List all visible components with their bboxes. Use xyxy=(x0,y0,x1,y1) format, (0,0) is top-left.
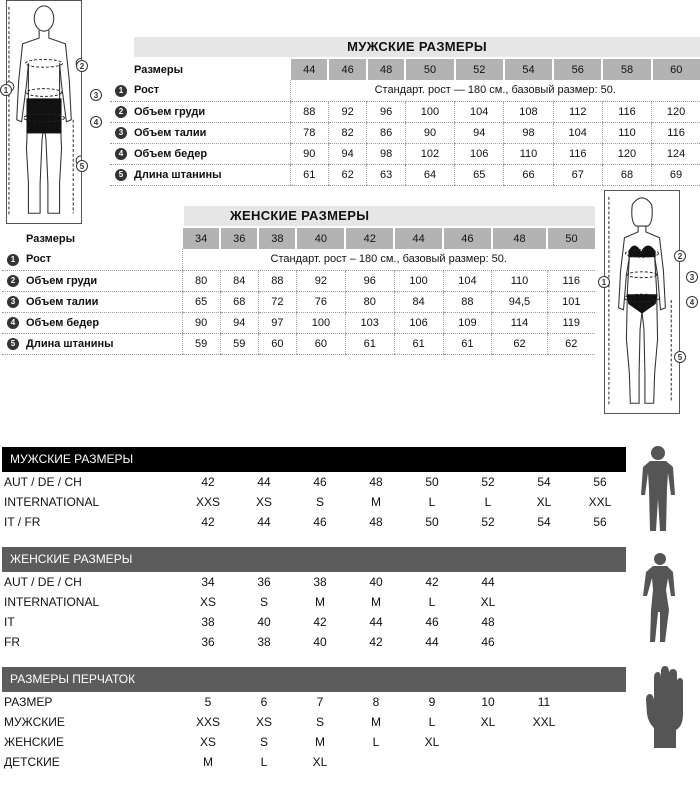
measure-cell: 106 xyxy=(394,312,443,333)
measure-bullet: 4 xyxy=(7,317,19,329)
measure-cell: 96 xyxy=(367,101,405,122)
size-cell: L xyxy=(428,595,436,609)
size-cell: 52 xyxy=(481,515,495,529)
size-row-label: FR xyxy=(4,635,20,649)
measure-row xyxy=(110,101,700,122)
men-size-cell: 56 xyxy=(553,59,602,80)
size-cell: 56 xyxy=(593,475,607,489)
measure-bullet: 5 xyxy=(115,169,127,181)
size-row-label: IT xyxy=(4,615,15,629)
size-row-label: AUT / DE / CH xyxy=(4,575,82,589)
measure-cell: 124 xyxy=(652,143,700,164)
men-height-note: Стандарт. рост — 180 см., базовый размер: 50. xyxy=(290,80,700,101)
measure-cell: 106 xyxy=(455,143,504,164)
men-height-row xyxy=(110,80,700,101)
size-cell: 50 xyxy=(425,515,439,529)
measure-cell: 90 xyxy=(290,143,328,164)
measure-cell: 59 xyxy=(220,333,258,354)
measure-cell: 109 xyxy=(443,312,492,333)
measure-cell: 110 xyxy=(602,122,651,143)
measure-cell: 62 xyxy=(547,333,595,354)
gloves-title: РАЗМЕРЫ ПЕРЧАТОК xyxy=(2,667,626,692)
measure-cell: 82 xyxy=(328,122,366,143)
measure-cell: 80 xyxy=(182,270,220,291)
measure-row xyxy=(2,312,595,333)
men-detail-table xyxy=(110,59,700,186)
size-cell: 11 xyxy=(537,695,551,709)
female-figure-marker-4: 4 xyxy=(686,292,698,310)
female-silhouette-icon xyxy=(641,552,677,644)
size-cell: 46 xyxy=(425,615,439,629)
size-cell: 36 xyxy=(201,635,215,649)
female-figure-marker-2: 2 xyxy=(674,246,686,264)
measure-cell: 68 xyxy=(602,164,651,185)
female-figure-marker-3: 3 xyxy=(686,267,698,285)
measure-cell: 120 xyxy=(602,143,651,164)
measure-cell: 88 xyxy=(443,291,492,312)
measure-cell: 66 xyxy=(504,164,553,185)
size-cell: 5 xyxy=(204,695,212,709)
measure-label: Объем бедер xyxy=(24,312,182,333)
measure-row xyxy=(110,164,700,185)
measure-bullet: 5 xyxy=(7,338,19,350)
measure-cell: 116 xyxy=(602,101,651,122)
measure-label: Объем груди xyxy=(132,101,290,122)
size-cell: S xyxy=(259,595,268,609)
measure-row xyxy=(2,291,595,312)
size-cell: 44 xyxy=(425,635,439,649)
figure-marker-2: 2 xyxy=(76,56,88,74)
measure-cell: 108 xyxy=(504,101,553,122)
size-cell: 40 xyxy=(313,635,327,649)
measure-cell: 65 xyxy=(455,164,504,185)
size-cell: M xyxy=(371,715,381,729)
women-height-label: Рост xyxy=(24,249,182,270)
measure-cell: 94 xyxy=(328,143,366,164)
measure-cell: 104 xyxy=(443,270,492,291)
size-cell: XS xyxy=(199,735,216,749)
measure-cell: 104 xyxy=(553,122,602,143)
women-size-cell: 36 xyxy=(220,228,258,249)
measure-cell: 80 xyxy=(345,291,394,312)
measure-cell: 98 xyxy=(367,143,405,164)
measure-cell: 61 xyxy=(443,333,492,354)
measure-cell: 88 xyxy=(258,270,296,291)
men-intl-title: МУЖСКИЕ РАЗМЕРЫ xyxy=(2,447,626,472)
measure-cell: 90 xyxy=(182,312,220,333)
female-body-figure-icon xyxy=(605,191,679,413)
figure-marker-1: 1 xyxy=(0,80,12,98)
women-size-cell: 50 xyxy=(547,228,595,249)
size-cell: 44 xyxy=(369,615,383,629)
size-cell: M xyxy=(203,755,213,769)
measure-cell: 119 xyxy=(547,312,595,333)
women-size-cell: 46 xyxy=(443,228,492,249)
figure-marker-4: 4 xyxy=(90,112,102,130)
size-cell: 40 xyxy=(257,615,271,629)
size-cell: 46 xyxy=(481,635,495,649)
measure-bullet: 3 xyxy=(115,127,127,139)
measure-cell: 92 xyxy=(328,101,366,122)
women-size-cell: 42 xyxy=(345,228,394,249)
men-size-header-row xyxy=(110,59,700,80)
size-cell: 44 xyxy=(257,515,271,529)
size-row-label: INTERNATIONAL xyxy=(4,595,100,609)
size-cell: 42 xyxy=(425,575,439,589)
men-detail-title: МУЖСКИЕ РАЗМЕРЫ xyxy=(134,37,700,57)
size-cell: M xyxy=(371,595,381,609)
measure-cell: 98 xyxy=(504,122,553,143)
size-cell: 34 xyxy=(201,575,215,589)
measure-cell: 100 xyxy=(405,101,454,122)
measure-cell: 61 xyxy=(290,164,328,185)
size-cell: S xyxy=(259,735,268,749)
male-silhouette-icon xyxy=(640,445,676,533)
size-row-label: INTERNATIONAL xyxy=(4,495,100,509)
measure-cell: 102 xyxy=(405,143,454,164)
measure-cell: 92 xyxy=(296,270,345,291)
men-size-cell: 50 xyxy=(405,59,454,80)
size-cell: XL xyxy=(312,755,328,769)
men-size-cell: 48 xyxy=(367,59,405,80)
size-cell: 56 xyxy=(593,515,607,529)
size-cell: M xyxy=(371,495,381,509)
figure-marker-3: 3 xyxy=(90,85,102,103)
size-cell: 48 xyxy=(369,515,383,529)
measure-bullet: 3 xyxy=(7,296,19,308)
size-cell: L xyxy=(428,715,436,729)
women-sizes-label: Размеры xyxy=(26,232,76,245)
measure-cell: 84 xyxy=(394,291,443,312)
men-size-cell: 44 xyxy=(290,59,328,80)
size-cell: 46 xyxy=(313,475,327,489)
men-sizes-label: Размеры xyxy=(134,63,184,76)
measure-cell: 62 xyxy=(328,164,366,185)
size-cell: XL xyxy=(480,595,496,609)
measure-cell: 69 xyxy=(652,164,700,185)
size-cell: 8 xyxy=(372,695,380,709)
measure-bullet: 4 xyxy=(115,148,127,160)
size-cell: XL xyxy=(424,735,440,749)
measure-bullet: 2 xyxy=(7,275,19,287)
measure-label: Длина штанины xyxy=(132,164,290,185)
men-size-cell: 54 xyxy=(504,59,553,80)
measure-cell: 67 xyxy=(553,164,602,185)
measure-cell: 62 xyxy=(492,333,547,354)
measure-cell: 116 xyxy=(553,143,602,164)
size-cell: XXS xyxy=(195,495,220,509)
size-cell: XXL xyxy=(532,715,556,729)
measure-cell: 88 xyxy=(290,101,328,122)
measure-label: Длина штанины xyxy=(24,333,182,354)
size-cell: 42 xyxy=(369,635,383,649)
measure-label: Объем талии xyxy=(24,291,182,312)
measure-cell: 120 xyxy=(652,101,700,122)
women-height-note: Стандарт. рост – 180 см., базовый размер: 50. xyxy=(182,249,595,270)
measure-label: Объем талии xyxy=(132,122,290,143)
measure-cell: 84 xyxy=(220,270,258,291)
measure-cell: 63 xyxy=(367,164,405,185)
men-height-label: Рост xyxy=(132,80,290,101)
size-row-label: РАЗМЕР xyxy=(4,695,53,709)
measure-cell: 78 xyxy=(290,122,328,143)
women-height-row xyxy=(2,249,595,270)
size-cell: 42 xyxy=(201,475,215,489)
size-cell: 38 xyxy=(257,635,271,649)
size-cell: XL xyxy=(480,715,496,729)
women-size-cell: 34 xyxy=(182,228,220,249)
measure-cell: 90 xyxy=(405,122,454,143)
measure-cell: 101 xyxy=(547,291,595,312)
measure-cell: 59 xyxy=(182,333,220,354)
men-size-cell: 60 xyxy=(652,59,700,80)
size-cell: L xyxy=(428,495,436,509)
measure-cell: 94,5 xyxy=(492,291,547,312)
size-cell: 7 xyxy=(316,695,324,709)
measure-cell: 86 xyxy=(367,122,405,143)
measure-cell: 100 xyxy=(296,312,345,333)
measure-cell: 61 xyxy=(394,333,443,354)
size-cell: 48 xyxy=(369,475,383,489)
female-body-figure xyxy=(604,190,680,414)
glove-icon xyxy=(646,666,684,748)
female-figure-marker-5: 5 xyxy=(674,347,686,365)
female-figure-marker-1: 1 xyxy=(598,272,610,290)
figure-marker-5: 5 xyxy=(76,156,88,174)
size-cell: XL xyxy=(536,495,552,509)
measure-row xyxy=(110,122,700,143)
measure-cell: 65 xyxy=(182,291,220,312)
women-size-cell: 48 xyxy=(492,228,547,249)
size-cell: 54 xyxy=(537,475,551,489)
women-intl-title: ЖЕНСКИЕ РАЗМЕРЫ xyxy=(2,547,626,572)
size-cell: 50 xyxy=(425,475,439,489)
size-cell: 42 xyxy=(313,615,327,629)
measure-bullet: 2 xyxy=(115,106,127,118)
size-cell: 44 xyxy=(257,475,271,489)
size-row-label: AUT / DE / CH xyxy=(4,475,82,489)
size-cell: 40 xyxy=(369,575,383,589)
size-cell: XXS xyxy=(195,715,220,729)
women-height-bullet: 1 xyxy=(7,254,19,266)
size-cell: 38 xyxy=(201,615,215,629)
size-cell: 44 xyxy=(481,575,495,589)
size-cell: 9 xyxy=(428,695,436,709)
men-size-cell: 52 xyxy=(455,59,504,80)
size-cell: 38 xyxy=(313,575,327,589)
size-cell: 52 xyxy=(481,475,495,489)
size-cell: 54 xyxy=(537,515,551,529)
men-height-bullet: 1 xyxy=(115,85,127,97)
measure-cell: 110 xyxy=(492,270,547,291)
men-size-cell: 46 xyxy=(328,59,366,80)
size-cell: 36 xyxy=(257,575,271,589)
size-cell: XS xyxy=(255,715,272,729)
women-size-cell: 38 xyxy=(258,228,296,249)
measure-cell: 112 xyxy=(553,101,602,122)
women-size-cell: 40 xyxy=(296,228,345,249)
women-size-cell: 44 xyxy=(394,228,443,249)
measure-cell: 61 xyxy=(345,333,394,354)
measure-cell: 114 xyxy=(492,312,547,333)
measure-cell: 103 xyxy=(345,312,394,333)
measure-cell: 116 xyxy=(652,122,700,143)
size-cell: L xyxy=(484,495,492,509)
women-detail-title: ЖЕНСКИЕ РАЗМЕРЫ xyxy=(184,206,595,226)
size-row-label: ДЕТСКИЕ xyxy=(4,755,60,769)
size-cell: XXL xyxy=(588,495,612,509)
size-cell: 46 xyxy=(313,515,327,529)
measure-cell: 64 xyxy=(405,164,454,185)
measure-label: Объем груди xyxy=(24,270,182,291)
measure-cell: 104 xyxy=(455,101,504,122)
measure-cell: 68 xyxy=(220,291,258,312)
measure-row xyxy=(2,333,595,354)
size-cell: 42 xyxy=(201,515,215,529)
size-cell: M xyxy=(315,735,325,749)
measure-cell: 96 xyxy=(345,270,394,291)
size-cell: 48 xyxy=(481,615,495,629)
size-cell: 10 xyxy=(481,695,495,709)
measure-cell: 110 xyxy=(504,143,553,164)
male-body-figure-icon xyxy=(7,1,81,223)
measure-cell: 116 xyxy=(547,270,595,291)
women-detail-table xyxy=(2,228,595,355)
men-size-cell: 58 xyxy=(602,59,651,80)
measure-cell: 60 xyxy=(258,333,296,354)
size-cell: XS xyxy=(255,495,272,509)
measure-cell: 97 xyxy=(258,312,296,333)
measure-cell: 72 xyxy=(258,291,296,312)
measure-cell: 100 xyxy=(394,270,443,291)
measure-cell: 94 xyxy=(455,122,504,143)
size-row-label: ЖЕНСКИЕ xyxy=(4,735,65,749)
measure-row xyxy=(110,143,700,164)
male-body-figure xyxy=(6,0,82,224)
measure-row xyxy=(2,270,595,291)
size-cell: M xyxy=(315,595,325,609)
size-cell: L xyxy=(372,735,380,749)
size-cell: S xyxy=(315,495,324,509)
size-cell: L xyxy=(260,755,268,769)
size-cell: S xyxy=(315,715,324,729)
size-row-label: МУЖСКИЕ xyxy=(4,715,65,729)
measure-cell: 60 xyxy=(296,333,345,354)
size-row-label: IT / FR xyxy=(4,515,41,529)
women-size-header-row xyxy=(2,228,595,249)
measure-label: Объем бедер xyxy=(132,143,290,164)
measure-cell: 76 xyxy=(296,291,345,312)
measure-cell: 94 xyxy=(220,312,258,333)
size-cell: 6 xyxy=(260,695,268,709)
size-cell: XS xyxy=(199,595,216,609)
